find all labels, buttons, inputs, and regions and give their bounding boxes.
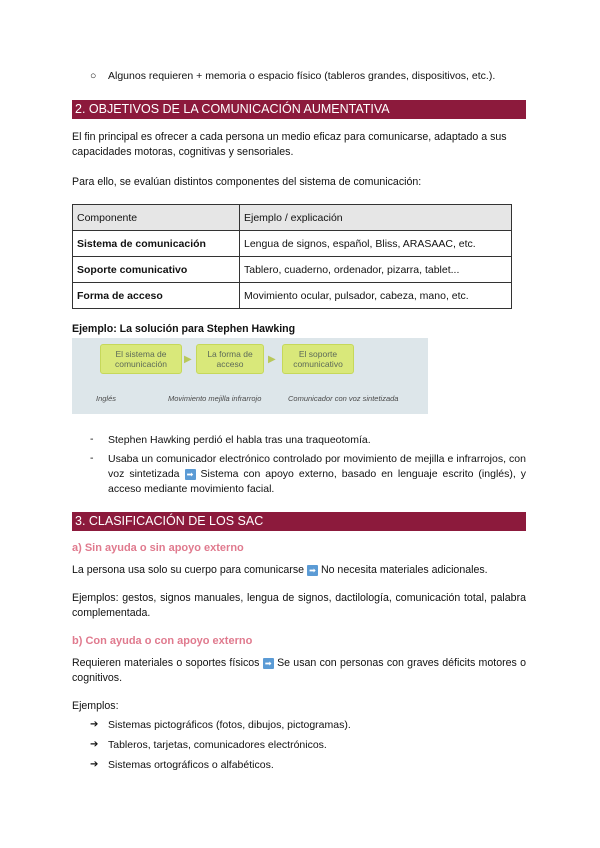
table-row — [73, 231, 512, 257]
table-header-cell: Ejemplo / explicación — [240, 205, 512, 231]
sub-b-line: Requieren materiales o soportes físicos ➡ Se usan con personas con graves déficits motores o cognitivos. — [72, 657, 526, 684]
intro-paragraph-2: Para ello, se evalúan distintos componentes del sistema de comunicación: — [72, 176, 422, 188]
section-3-heading: 3. CLASIFICACIÓN DE LOS SAC — [72, 512, 526, 531]
table-cell: Tablero, cuaderno, ordenador, pizarra, tablet... — [240, 257, 512, 283]
table-cell: Soporte comunicativo — [73, 257, 240, 283]
diagram-label: Inglés — [96, 394, 117, 403]
table-row — [73, 283, 512, 309]
hawking-item-1: Stephen Hawking perdió el habla tras una traqueotomía. — [108, 434, 371, 446]
table-cell: Forma de acceso — [73, 283, 240, 309]
subheading-b: b) Con ayuda o con apoyo externo — [72, 635, 253, 647]
list-item: Tableros, tarjetas, comunicadores electrónicos. — [108, 739, 327, 751]
table-cell: Sistema de comunicación — [73, 231, 240, 257]
hawking-diagram — [72, 338, 428, 414]
diagram-arrow-icon: ▶ — [184, 354, 192, 365]
sub-a-examples: Ejemplos: gestos, signos manuales, lengua de signos, dactilología, comunicación total, palabra complementada. — [72, 592, 526, 619]
right-arrow-icon: ➡ — [263, 658, 274, 669]
diagram-label: Movimiento mejilla infrarrojo — [168, 394, 262, 403]
diagram-arrow-icon: ▶ — [268, 354, 276, 365]
top-bullet-text: Algunos requieren + memoria o espacio físico (tableros grandes, dispositivos, etc.). — [108, 70, 496, 82]
diagram-label: Comunicador con voz sintetizada — [288, 394, 399, 403]
right-arrow-icon: ➡ — [185, 469, 196, 480]
list-item: Sistemas pictográficos (fotos, dibujos, pictogramas). — [108, 719, 351, 731]
table-cell: Lengua de signos, español, Bliss, ARASAAC, etc. — [240, 231, 512, 257]
hawking-item-2: Usaba un comunicador electrónico controlado por movimiento de mejilla e infrarrojos, con voz sintetizada ➡ Sistema con apoyo externo, basado en lenguaje escrito (inglés), y acceso mediante movimiento facial. — [108, 453, 527, 495]
sub-b-examples-label: Ejemplos: — [72, 700, 119, 712]
diagram-box-system: El sistema de comunicación — [100, 344, 182, 374]
diagram-box-access: La forma de acceso — [196, 344, 264, 374]
table-header-row — [73, 205, 512, 231]
dash-bullet: - — [90, 433, 94, 445]
table-cell: Movimiento ocular, pulsador, cabeza, mano, etc. — [240, 283, 512, 309]
arrow-bullet-icon: ➔ — [90, 719, 99, 730]
right-arrow-icon: ➡ — [307, 565, 318, 576]
components-table — [72, 204, 512, 309]
list-item: Sistemas ortográficos o alfabéticos. — [108, 759, 274, 771]
example-heading: Ejemplo: La solución para Stephen Hawking — [72, 323, 296, 335]
diagram-box-support: El soporte comunicativo — [282, 344, 354, 374]
table-header-cell: Componente — [73, 205, 240, 231]
circle-bullet-icon: ○ — [90, 70, 97, 82]
table-row — [73, 257, 512, 283]
intro-paragraph-1: El fin principal es ofrecer a cada persona un medio eficaz para comunicarse, adaptado a sus capacidades motoras, cognitivas y sensoriales. — [72, 131, 507, 158]
dash-bullet: - — [90, 452, 94, 464]
sub-a-line: La persona usa solo su cuerpo para comunicarse ➡ No necesita materiales adicionales. — [72, 564, 488, 576]
arrow-bullet-icon: ➔ — [90, 759, 99, 770]
section-2-heading: 2. OBJETIVOS DE LA COMUNICACIÓN AUMENTATIVA — [72, 100, 526, 119]
subheading-a: a) Sin ayuda o sin apoyo externo — [72, 542, 244, 554]
arrow-bullet-icon: ➔ — [90, 739, 99, 750]
